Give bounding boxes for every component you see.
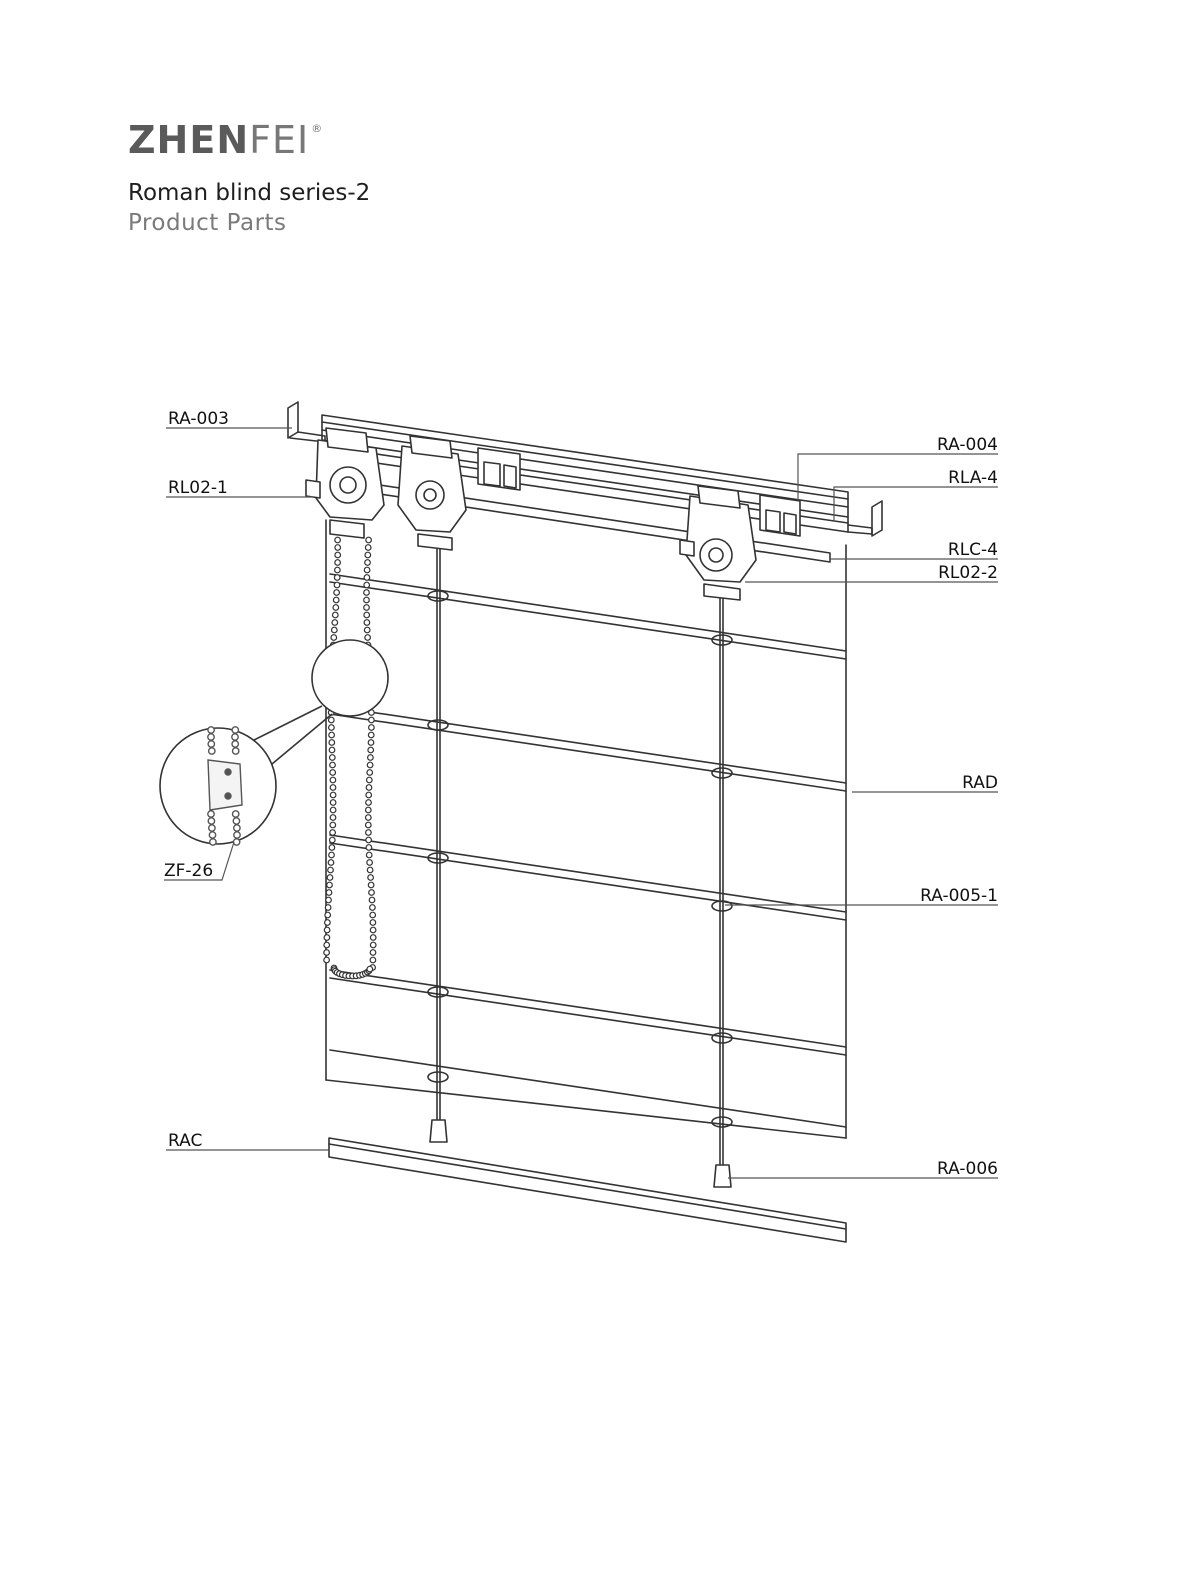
label-ra-005-1: RA-005-1: [920, 886, 998, 906]
brand-name-light: FEI: [249, 118, 310, 162]
page-title: Roman blind series-2: [128, 180, 371, 206]
label-zf-26: ZF-26: [164, 861, 214, 881]
label-rac: RAC: [168, 1131, 203, 1151]
label-rad: RAD: [962, 773, 998, 793]
label-ra-004: RA-004: [937, 435, 998, 455]
end-bracket-right: [848, 501, 882, 536]
blind-rods: [326, 574, 846, 1138]
rail-clip-1: [478, 448, 520, 490]
end-bracket-left: [288, 402, 325, 442]
label-ra-003: RA-003: [168, 409, 229, 429]
label-rla-4: RLA-4: [948, 468, 998, 488]
leader-lines: [164, 428, 998, 1178]
label-rl02-1: RL02-1: [168, 478, 228, 498]
cord-rings: [428, 591, 732, 1127]
bottom-rail: [329, 1138, 846, 1242]
bead-chain: [324, 537, 376, 979]
label-rlc-4: RLC-4: [947, 540, 998, 560]
label-rl02-2: RL02-2: [938, 563, 998, 583]
registered-mark: ®: [311, 122, 324, 135]
label-ra-006: RA-006: [937, 1159, 998, 1179]
zoom-callout: [160, 640, 388, 844]
cord-lock-1: [398, 436, 466, 550]
page-subtitle: Product Parts: [128, 210, 287, 236]
brand-name-bold: ZHEN: [128, 118, 250, 162]
rail-clip-2: [760, 495, 800, 536]
